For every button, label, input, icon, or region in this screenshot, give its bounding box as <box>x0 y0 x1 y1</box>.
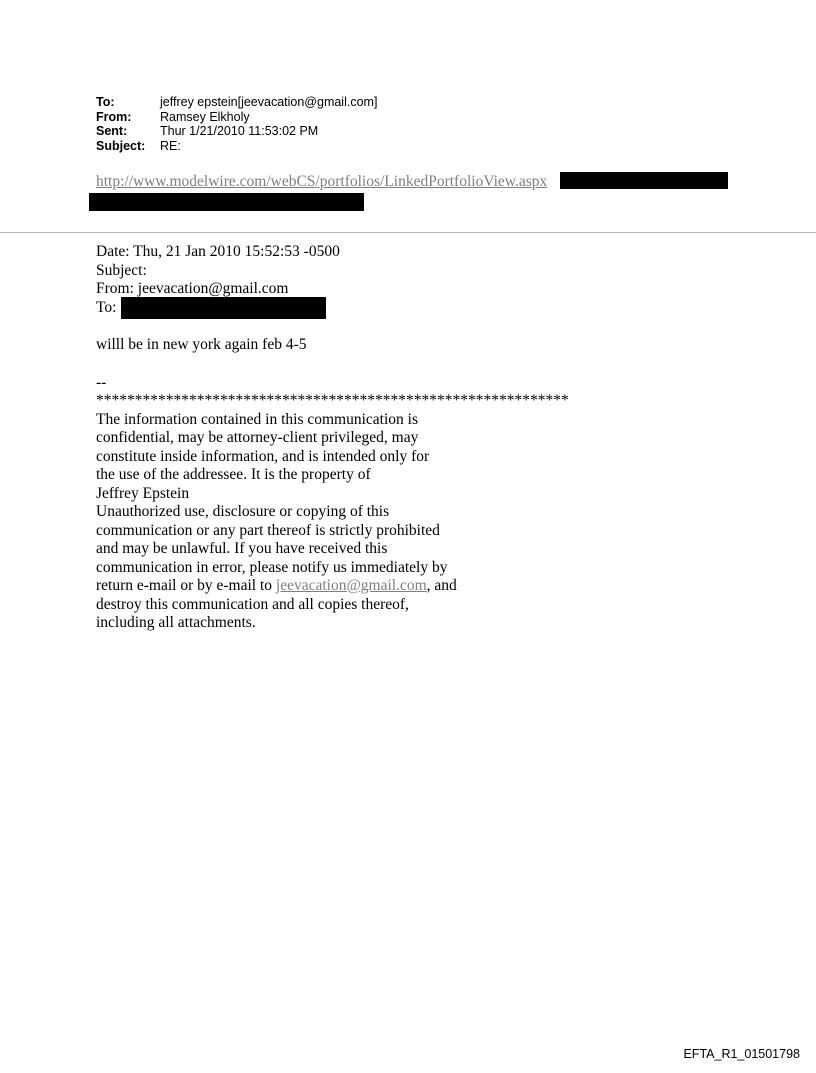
return-suffix: , and <box>426 577 457 594</box>
sent-row <box>96 124 377 139</box>
from-value: Ramsey Elkholy <box>160 109 250 124</box>
sent-value: Thur 1/21/2010 11:53:02 PM <box>160 124 319 138</box>
disclaimer-line: the use of the addressee. It is the property of <box>96 466 371 483</box>
subject-value: RE: <box>160 138 181 153</box>
disclaimer-line: confidential, may be attorney-client privileged, may <box>96 429 419 446</box>
to-label: To: <box>96 95 115 109</box>
email-link[interactable]: jeevacation@gmail.com <box>275 577 427 594</box>
portfolio-link[interactable]: http://www.modelwire.com/webCS/portfolios/LinkedPortfolioView.aspx <box>96 173 548 190</box>
redaction-bar <box>121 297 326 319</box>
disclaimer-line: communication or any part thereof is strictly prohibited <box>96 521 440 539</box>
spacer <box>96 355 616 374</box>
to-value: jeffrey epstein[jeevacation@gmail.com] <box>160 95 378 109</box>
date-line: Date: Thu, 21 Jan 2010 15:52:53 -0500 <box>96 243 340 260</box>
disclaimer-return-line <box>96 577 616 596</box>
sent-label: Sent: <box>96 124 128 138</box>
subject-line: Subject: <box>96 261 147 279</box>
disclaimer-line: communication in error, please notify us immediately by <box>96 558 448 576</box>
signature-dashes: -- <box>96 373 107 391</box>
from-line: From: jeevacation@gmail.com <box>96 280 289 297</box>
to-line-label: To: <box>96 298 117 316</box>
disclaimer-line: destroy this communication and all copies thereof, <box>96 595 409 613</box>
disclaimer-line: and may be unlawful. If you have received this <box>96 540 388 557</box>
redaction-bar <box>89 193 364 211</box>
subject-label: Subject: <box>96 138 146 153</box>
email-header <box>96 95 377 153</box>
disclaimer-line: constitute inside information, and is intended only for <box>96 447 430 465</box>
disclaimer-line: The information contained in this communication is <box>96 410 418 428</box>
redaction-bar <box>560 172 728 189</box>
from-label: From: <box>96 109 132 124</box>
to-row <box>96 95 377 110</box>
disclaimer-line: Unauthorized use, disclosure or copying of this <box>96 503 390 520</box>
document-id: EFTA_R1_01501798 <box>683 1047 800 1061</box>
disclaimer-line: including all attachments. <box>96 614 256 631</box>
return-prefix: return e-mail or by e-mail to <box>96 577 276 594</box>
from-row <box>96 110 377 125</box>
divider <box>0 232 816 233</box>
signature-stars: ************************************************************* <box>96 392 569 409</box>
spacer <box>96 317 616 336</box>
subject-row <box>96 139 377 154</box>
message-text: willl be in new york again feb 4-5 <box>96 336 307 353</box>
disclaimer-line: Jeffrey Epstein <box>96 484 190 502</box>
